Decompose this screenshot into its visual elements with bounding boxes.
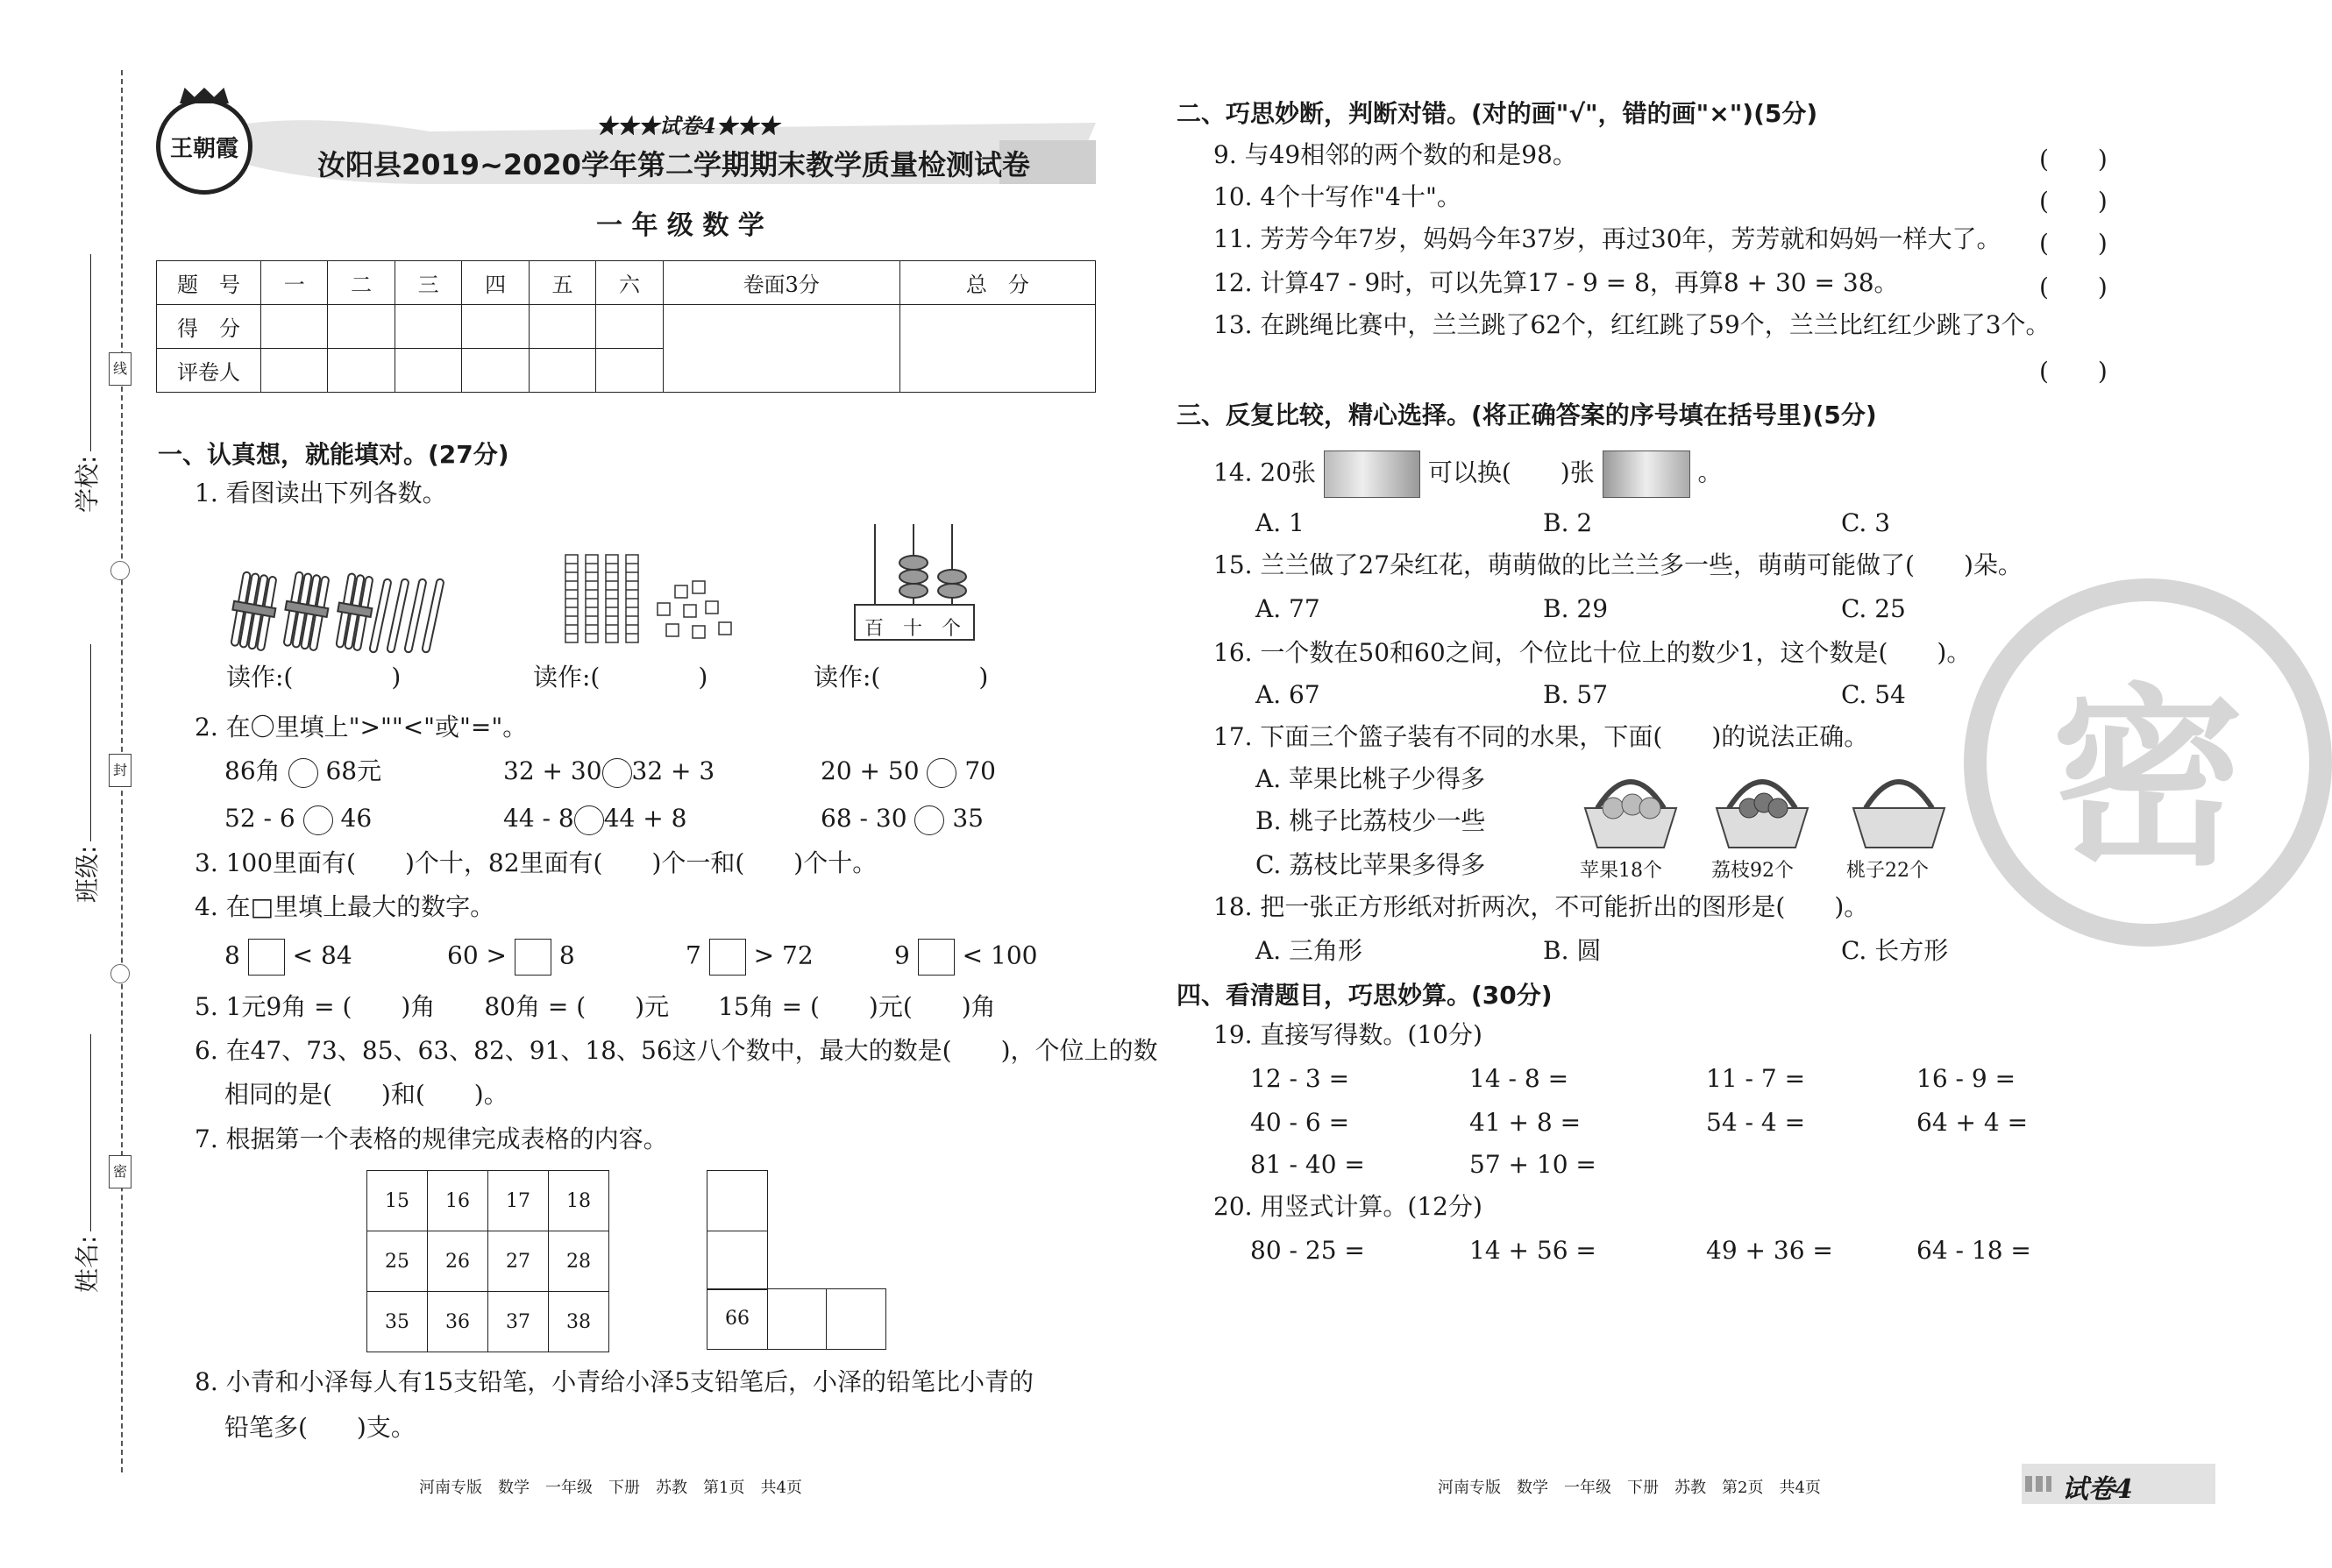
pattern-cell: 18 [549,1171,609,1231]
pattern-table [366,1170,609,1352]
footer-left: 河南专版 数学 一年级 下册 苏教 第1页 共4页 [419,1479,802,1497]
class-field[interactable] [90,644,91,841]
read-answer-3[interactable]: 读作:( ) [814,663,989,692]
option[interactable]: B. 29 [1543,594,1609,623]
calc-item[interactable]: 16 - 9 = [1916,1064,2016,1093]
tear-mark-1: 线 [109,352,132,386]
calc-item[interactable]: 40 - 6 = [1250,1108,1350,1137]
part3-heading: 三、反复比较，精心选择。(将正确答案的序号填在括号里)(5分) [1177,401,1877,429]
judge-item: 11. 芳芳今年7岁，妈妈今年37岁，再过30年，芳芳就和妈妈一样大了。 [1213,224,2001,253]
footer-right: 河南专版 数学 一年级 下册 苏教 第2页 共4页 [1438,1479,1821,1497]
q6-line2: 相同的是( )和( )。 [224,1080,508,1109]
q8-line2: 铅笔多( )支。 [224,1413,416,1442]
score-cell[interactable] [261,305,328,349]
answer-cell[interactable] [707,1170,768,1231]
q5: 5. 1元9角 = ( )角 80角 = ( )元 15角 = ( )元( )角 [195,992,996,1021]
q16: 16. 一个数在50和60之间，个位比十位上的数少1，这个数是( )。 [1213,638,1972,667]
compare-circle[interactable] [303,805,333,835]
q4-item [447,939,575,976]
q2-item [503,756,715,788]
vertical-calc-item[interactable]: 14 + 56 = [1469,1236,1596,1265]
q2-item [503,804,686,835]
score-table [156,260,1096,393]
paper-tag: ★★★试卷4★★★ [596,113,779,138]
name-field[interactable] [90,1034,91,1231]
q2-right: 46 [340,804,373,833]
digit-box[interactable] [918,939,955,976]
q8-line1: 8. 小青和小泽每人有15支铅笔，小青给小泽5支铅笔后，小泽的铅笔比小青的 [195,1367,1034,1396]
q17: 17. 下面三个篮子装有不同的水果，下面( )的说法正确。 [1213,722,1869,751]
pattern-cell: 16 [428,1171,488,1231]
pattern-cell: 26 [428,1231,488,1292]
score-header: 卷面3分 [663,261,899,305]
score-cell[interactable] [328,349,395,393]
tear-mark-3: 密 [109,1155,132,1188]
judge-item: 10. 4个十写作"4十"。 [1213,182,1461,211]
q18: 18. 把一张正方形纸对折两次，不可能折出的图形是( )。 [1213,892,1869,921]
answer-paren[interactable]: ( ) [2039,145,2108,174]
q2-right: 44 + 8 [603,804,687,833]
score-cell[interactable] [395,305,461,349]
option[interactable]: A. 1 [1255,508,1305,537]
pattern-cell: 36 [428,1292,488,1352]
q14-text-b: 可以换( )张 [1427,458,1595,487]
score-cell[interactable] [529,349,595,393]
pattern-cell: 25 [367,1231,428,1292]
option[interactable]: A. 苹果比桃子少得多 [1255,764,1486,793]
vertical-calc-item[interactable]: 49 + 36 = [1706,1236,1833,1265]
tear-mark-2: 封 [109,754,132,787]
score-header: 二 [328,261,395,305]
score-cell[interactable] [462,349,529,393]
compare-circle[interactable] [602,758,632,788]
q14-text-a: 14. 20张 [1213,458,1317,487]
calc-item[interactable]: 14 - 8 = [1469,1064,1569,1093]
score-header: 五 [529,261,595,305]
cut-icon [110,964,130,983]
q2-right: 35 [952,804,984,833]
stick-bundles-figure [219,570,456,657]
cut-icon [110,561,130,580]
abacus-label-hundreds: 百 [864,618,885,640]
calc-item[interactable]: 11 - 7 = [1706,1064,1806,1093]
q20: 20. 用竖式计算。(12分) [1213,1192,1482,1221]
q2-item [821,804,984,835]
option[interactable]: C. 25 [1841,594,1906,623]
calc-item[interactable]: 41 + 8 = [1469,1108,1582,1137]
score-cell[interactable] [899,305,1095,393]
option[interactable]: B. 2 [1543,508,1593,537]
secret-watermark [1964,578,2332,947]
q2-left: 52 - 6 [224,804,295,833]
score-cell[interactable] [261,349,328,393]
judge-item: 13. 在跳绳比赛中，兰兰跳了62个，红红跳了59个，兰兰比红红少跳了3个。 [1213,310,2051,339]
option[interactable]: A. 67 [1255,680,1320,709]
score-row-label: 得 分 [157,305,261,349]
exam-subtitle: 一 年 级 数 学 [596,210,764,241]
compare-circle[interactable] [574,805,604,835]
q2-item [224,804,372,835]
q19: 19. 直接写得数。(10分) [1213,1020,1482,1049]
school-label: 学校: [73,455,102,513]
answer-paren[interactable]: ( ) [2039,187,2108,216]
footer-tag-squares [2025,1476,2051,1492]
banknote-1yuan-icon [1324,451,1420,498]
compare-circle[interactable] [288,758,318,788]
q2-item [821,756,996,788]
q2-left: 86角 [224,756,281,785]
score-header: 四 [462,261,529,305]
score-header: 三 [395,261,461,305]
school-field[interactable] [90,254,91,451]
logo-text: 王朝霞 [169,135,238,162]
basket-label: 荔枝92个 [1711,860,1794,882]
crown-icon [180,88,229,103]
q4-right: < 100 [962,940,1038,970]
q2-left: 32 + 30 [503,756,602,785]
option[interactable]: A. 三角形 [1255,936,1363,965]
basket-label: 苹果18个 [1580,860,1662,882]
judge-item: 12. 计算47 - 9时，可以先算17 - 9 = 8，再算8 + 30 = 38。 [1213,268,1899,297]
pattern-cell: 37 [488,1292,549,1352]
q4-left: 9 [894,940,910,970]
q2-left: 20 + 50 [821,756,920,785]
pattern-cell: 17 [488,1171,549,1231]
pattern-cell: 35 [367,1292,428,1352]
score-cell[interactable] [395,349,461,393]
digit-box[interactable] [248,939,285,976]
part2-heading: 二、巧思妙断，判断对错。(对的画"√"，错的画"×")(5分) [1177,99,1818,128]
score-header: 题 号 [157,261,261,305]
q4-item [686,939,814,976]
q14-text-c: 。 [1697,458,1723,487]
option[interactable]: C. 54 [1841,680,1906,709]
calc-item[interactable]: 57 + 10 = [1469,1150,1596,1179]
option[interactable]: A. 77 [1255,594,1320,623]
answer-paren[interactable]: ( ) [2039,273,2108,302]
pattern-cell: 15 [367,1171,428,1231]
digit-box[interactable] [709,939,746,976]
watermark-text: 密 [2051,667,2244,891]
calc-item[interactable]: 12 - 3 = [1250,1064,1350,1093]
q4: 4. 在□里填上最大的数字。 [195,892,495,921]
score-cell[interactable] [529,305,595,349]
digit-box[interactable] [515,939,551,976]
answer-paren[interactable]: ( ) [2039,357,2108,386]
answer-cell-given: 66 [707,1288,768,1350]
option[interactable]: C. 长方形 [1841,936,1949,965]
q2: 2. 在〇里填上">""<"或"="。 [195,713,528,741]
option[interactable]: B. 57 [1543,680,1609,709]
q2-right: 32 + 3 [631,756,715,785]
part4-heading: 四、看清题目，巧思妙算。(30分) [1177,981,1553,1010]
score-cell[interactable] [596,305,663,349]
q2-left: 44 - 8 [503,804,574,833]
read-answer-2[interactable]: 读作:( ) [533,663,708,692]
q4-item [894,939,1037,976]
score-header: 六 [596,261,663,305]
score-cell[interactable] [462,305,529,349]
fruit-basket-icon [1710,764,1815,852]
option[interactable]: C. 荔枝比苹果多得多 [1255,850,1486,879]
pattern-cell: 38 [549,1292,609,1352]
footer-tag: 试卷4 [2062,1474,2133,1505]
q4-left: 7 [686,940,701,970]
q1: 1. 看图读出下列各数。 [195,479,447,507]
fruit-basket-icon [1578,764,1683,852]
q4-right: > 72 [753,940,814,970]
answer-cell[interactable] [826,1288,886,1350]
vertical-calc-item[interactable]: 64 - 18 = [1916,1236,2031,1265]
score-header: 总 分 [899,261,1095,305]
abacus-label-ones: 个 [942,618,962,640]
calc-item[interactable]: 81 - 40 = [1250,1150,1365,1179]
calc-item[interactable]: 64 + 4 = [1916,1108,2029,1137]
q14 [1213,451,1723,498]
q2-right: 70 [964,756,996,785]
q15: 15. 兰兰做了27朵红花，萌萌做的比兰兰多一些，萌萌可能做了( )朵。 [1213,550,2023,579]
q4-right: 8 [558,940,575,970]
score-cell[interactable] [596,349,663,393]
basket-label: 桃子22个 [1846,860,1929,882]
option[interactable]: C. 3 [1841,508,1891,537]
part1-heading: 一、认真想，就能填对。(27分) [158,440,509,469]
banknote-10yuan-icon [1603,451,1690,498]
vertical-calc-item[interactable]: 80 - 25 = [1250,1236,1365,1265]
q2-item [224,756,381,788]
pattern-cell: 28 [549,1231,609,1292]
base-ten-blocks-figure [561,550,745,649]
pattern-cell: 27 [488,1231,549,1292]
name-label: 姓名: [73,1235,102,1293]
option[interactable]: B. 圆 [1543,936,1602,965]
q4-left: 8 [224,940,240,970]
q6-line1: 6. 在47、73、85、63、82、91、18、56这八个数中，最大的数是( )，个位上的数 [195,1036,1158,1065]
answer-cell[interactable] [707,1230,768,1290]
judge-item: 9. 与49相邻的两个数的和是98。 [1213,140,1577,169]
fruit-basket-icon [1846,764,1952,852]
q7: 7. 根据第一个表格的规律完成表格的内容。 [195,1125,668,1153]
score-header: 一 [261,261,328,305]
score-row-label: 评卷人 [157,349,261,393]
calc-item[interactable]: 54 - 4 = [1706,1108,1806,1137]
score-cell[interactable] [663,305,899,393]
q4-item [224,939,352,976]
read-answer-1[interactable]: 读作:( ) [226,663,402,692]
compare-circle[interactable] [914,805,944,835]
answer-cell[interactable] [766,1288,827,1350]
logo-seal [156,98,252,195]
q2-right: 68元 [325,756,382,785]
answer-paren[interactable]: ( ) [2039,229,2108,258]
compare-circle[interactable] [927,758,956,788]
option[interactable]: B. 桃子比荔枝少一些 [1255,806,1486,835]
abacus-label-tens: 十 [903,618,923,640]
q4-left: 60 > [447,940,507,970]
q3: 3. 100里面有( )个十，82里面有( )个一和( )个十。 [195,848,878,877]
q4-right: < 84 [292,940,352,970]
q2-left: 68 - 30 [821,804,907,833]
class-label: 班级: [73,845,102,903]
exam-title: 汝阳县2019~2020学年第二学期期末教学质量检测试卷 [317,148,1030,181]
score-cell[interactable] [328,305,395,349]
